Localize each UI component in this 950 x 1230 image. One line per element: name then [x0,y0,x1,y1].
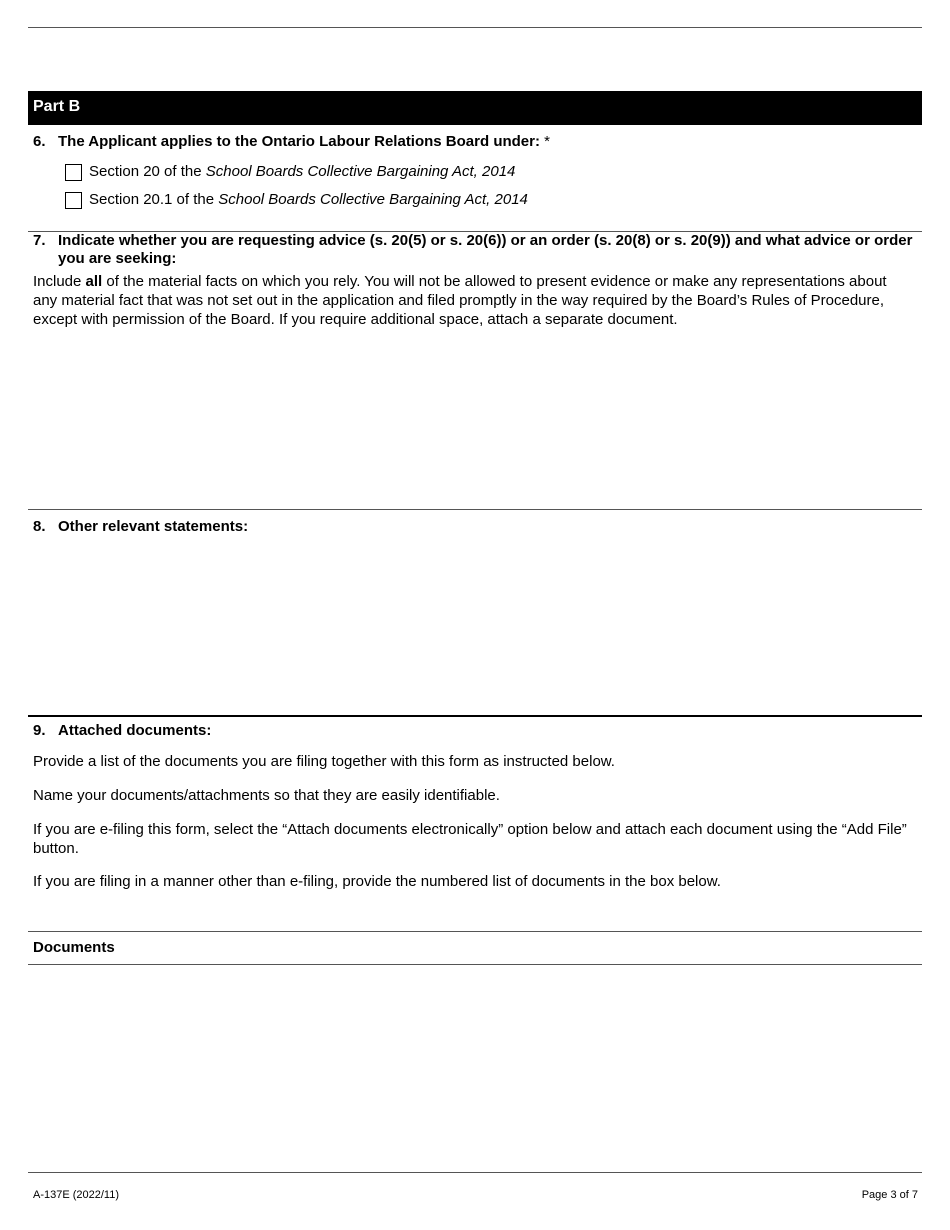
q8-divider [28,509,922,510]
q9-question: Attached documents: [58,722,212,739]
q9-instruction-3: If you are e-filing this form, select the “Attach documents electronically” option below and attach each document using the “Add File” button. [33,821,907,857]
q7-number: 7. [33,232,46,249]
footer-divider [28,1172,922,1173]
q7-instructions: Include all of the material facts on which you rely. You will not be allowed to present evidence or make any representations about any material fact that was not set out in the application and filed promptly in the way required by the Board’s Rules of Procedure, except with permission of the Board. If you require additional space, attach a separate document. [33,273,887,328]
part-b-header: Part B [28,91,922,125]
required-mark: * [539,133,550,150]
documents-header-divider [28,964,922,965]
q8-question: Other relevant statements: [58,518,249,535]
q9-instruction-4: If you are filing in a manner other than e-filing, provide the numbered list of documents in the box below. [33,873,721,890]
q8-number: 8. [33,518,46,535]
q6-question-text: The Applicant applies to the Ontario Labour Relations Board under: [58,133,540,150]
q7-question: Indicate whether you are requesting advice (s. 20(5) or s. 20(6)) or an order (s. 20(8) or s. 20(9)) and what advice or order you are seeking: [58,232,913,267]
page-number: Page 3 of 7 [861,1189,918,1201]
q8-answer-field[interactable] [28,542,922,712]
q9-divider [28,715,922,717]
act-name: School Boards Collective Bargaining Act, 2014 [205,163,516,180]
section-20-1-checkbox[interactable] [65,192,82,209]
section-20-label: Section 20 of the School Boards Collective Bargaining Act, 2014 [89,163,516,180]
form-id: A-137E (2022/11) [33,1189,120,1201]
documents-top-divider [28,931,922,932]
act-name: School Boards Collective Bargaining Act, 2014 [218,191,528,208]
documents-list-field[interactable] [28,966,922,1170]
q9-number: 9. [33,722,46,739]
section-20-1-label: Section 20.1 of the School Boards Collective Bargaining Act, 2014 [89,191,528,208]
section-20-checkbox[interactable] [65,164,82,181]
q9-instruction-1: Provide a list of the documents you are filing together with this form as instructed below. [33,753,615,770]
q6-question [58,133,550,151]
q6-number: 6. [33,133,46,150]
q7-answer-field[interactable] [28,332,922,506]
top-divider [28,27,922,28]
q9-instruction-2: Name your documents/attachments so that they are easily identifiable. [33,787,500,804]
documents-heading: Documents [33,939,115,956]
